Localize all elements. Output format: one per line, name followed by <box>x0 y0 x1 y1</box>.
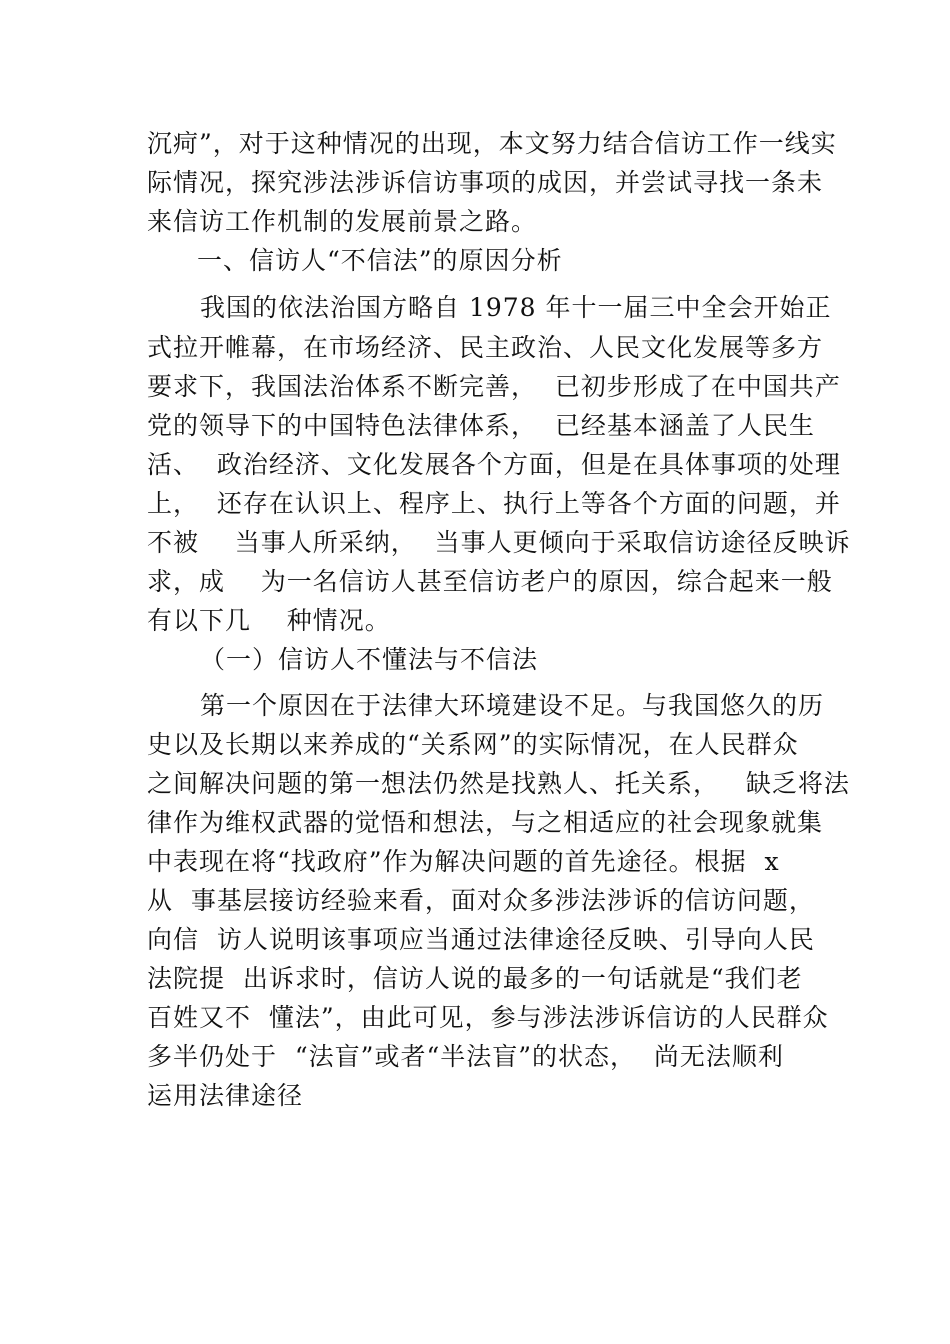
paragraph-line: 多半仍处于 “法盲”或者“半法盲”的状态， 尚无法顺利 <box>147 1042 784 1071</box>
paragraph-line: 式拉开帷幕，在市场经济、民主政治、人民文化发展等多方 <box>147 333 824 362</box>
paragraph-line: 运用法律途径 <box>147 1081 304 1110</box>
paragraph-line: 沉疴”，对于这种情况的出现，本文努力结合信访工作一线实 <box>147 129 837 158</box>
paragraph-line: 史以及长期以来养成的“关系网”的实际情况，在人民群众 <box>147 730 799 759</box>
paragraph-line: 不被 当事人所采纳， 当事人更倾向于采取信访途径反映诉 <box>147 528 851 557</box>
paragraph-line: 有以下几 种情况。 <box>147 606 391 635</box>
paragraph-line: 向信 访人说明该事项应当通过法律途径反映、引导向人民 <box>147 925 815 954</box>
paragraph-line: 百姓又不 懂法”，由此可见，参与涉法涉诉信访的人民群众 <box>147 1003 829 1032</box>
paragraph-line: 中表现在将“找政府”作为解决问题的首先途径。根据 x <box>147 847 780 876</box>
paragraph-line: 来信访工作机制的发展前景之路。 <box>147 207 538 236</box>
paragraph-line: 第一个原因在于法律大环境建设不足。与我国悠久的历 <box>200 691 825 720</box>
paragraph-line: 我国的依法治国方略自 1978 年十一届三中全会开始正 <box>200 293 832 322</box>
subsection-heading: （一）信访人不懂法与不信法 <box>200 645 539 674</box>
paragraph-line: 律作为维权武器的觉悟和想法，与之相适应的社会现象就集 <box>147 808 824 837</box>
paragraph-line: 活、 政治经济、文化发展各个方面，但是在具体事项的处理 <box>147 450 841 479</box>
paragraph-line: 际情况，探究涉法涉诉信访事项的成因，并尝试寻找一条未 <box>147 168 824 197</box>
paragraph-line: 之间解决问题的第一想法仍然是找熟人、托关系， 缺乏将法 <box>147 769 850 798</box>
paragraph-line: 上， 还存在认识上、程序上、执行上等各个方面的问题，并 <box>147 489 841 518</box>
paragraph-line: 从 事基层接访经验来看，面对众多涉法涉诉的信访问题， <box>147 886 815 915</box>
paragraph-line: 求，成 为一名信访人甚至信访老户的原因，综合起来一般 <box>147 567 833 596</box>
section-heading: 一、信访人“不信法”的原因分析 <box>197 246 563 275</box>
paragraph-line: 要求下，我国法治体系不断完善， 已初步形成了在中国共产 <box>147 372 841 401</box>
paragraph-line: 党的领导下的中国特色法律体系， 已经基本涵盖了人民生 <box>147 411 815 440</box>
paragraph-line: 法院提 出诉求时，信访人说的最多的一句话就是“我们老 <box>147 964 803 993</box>
